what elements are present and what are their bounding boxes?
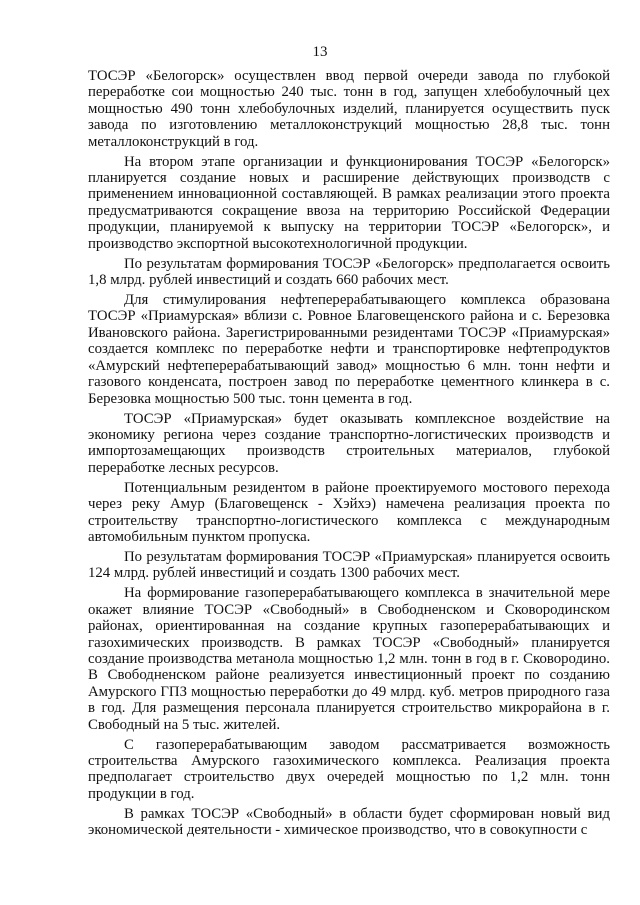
paragraph: По результатам формирования ТОСЭР «Белогорск» предполагается освоить 1,8 млрд. рублей инвестиций и создать 660 рабочих мест. [88,255,610,289]
paragraph: На формирование газоперерабатывающего комплекса в значительной мере окажет влияние ТОСЭР «Свободный» в Свободненском и Сковородинском районах, ориентированная на создание крупных газоперерабатывающих и газохимических производств. В рамках ТОСЭР «Свободный» планируется создание производства метанола мощностью 1,2 млн. тонн в год в г. Сковородино. В Свободненском районе реализуется инвестиционный проект по созданию Амурского ГПЗ мощностью переработки до 49 млрд. куб. метров природного газа в год. Для размещения персонала планируется строительство микрорайона в г. Свободный на 5 тыс. жителей. [88,585,610,733]
paragraph: В рамках ТОСЭР «Свободный» в области будет сформирован новый вид экономической деятельности - химическое производство, что в совокупности с [88,805,610,839]
paragraph: На втором этапе организации и функционирования ТОСЭР «Белогорск» планируется создание новых и расширение действующих производств с применением инновационной составляющей. В рамках реализации этого проекта предусматриваются сокращение ввоза на территорию Российской Федерации продукции, планируемой к выпуску на территории ТОСЭР «Белогорск», и производство экспортной высокотехнологичной продукции. [88,153,610,252]
paragraph: С газоперерабатывающим заводом рассматривается возможность строительства Амурского газохимического комплекса. Реализация проекта предполагает строительство двух очередей мощностью по 1,2 млн. тонн продукции в год. [88,736,610,802]
paragraph: ТОСЭР «Приамурская» будет оказывать комплексное воздействие на экономику региона через создание транспортно-логистических производств и импортозамещающих производств строительных материалов, глубокой переработке лесных ресурсов. [88,410,610,476]
paragraph: По результатам формирования ТОСЭР «Приамурская» планируется освоить 124 млрд. рублей инвестиций и создать 1300 рабочих мест. [88,548,610,582]
page-number: 13 [312,44,328,60]
document-body [88,68,610,842]
paragraph: Для стимулирования нефтеперерабатывающего комплекса образована ТОСЭР «Приамурская» вблизи с. Ровное Благовещенского района и с. Березовка Ивановского района. Зарегистрированными резидентами ТОСЭР «Приамурская» создается комплекс по переработке нефти и транспортировке нефтепродуктов «Амурский нефтеперерабатывающий завод» мощностью 6 млн. тонн нефти и газового конденсата, построен завод по переработке цементного клинкера в с. Березовка мощностью 500 тыс. тонн цемента в год. [88,292,610,407]
paragraph: ТОСЭР «Белогорск» осуществлен ввод первой очереди завода по глубокой переработке сои мощностью 240 тыс. тонн в год, запущен хлебобулочный цех мощностью 490 тонн хлебобулочных изделий, планируется осуществить пуск завода по изготовлению металлоконструкций мощностью 28,8 тыс. тонн металлоконструкций в год. [88,68,610,150]
paragraph: Потенциальным резидентом в районе проектируемого мостового перехода через реку Амур (Благовещенск - Хэйхэ) намечена реализация проекта по строительству транспортно-логистического комплекса с международным автомобильным пунктом пропуска. [88,479,610,545]
